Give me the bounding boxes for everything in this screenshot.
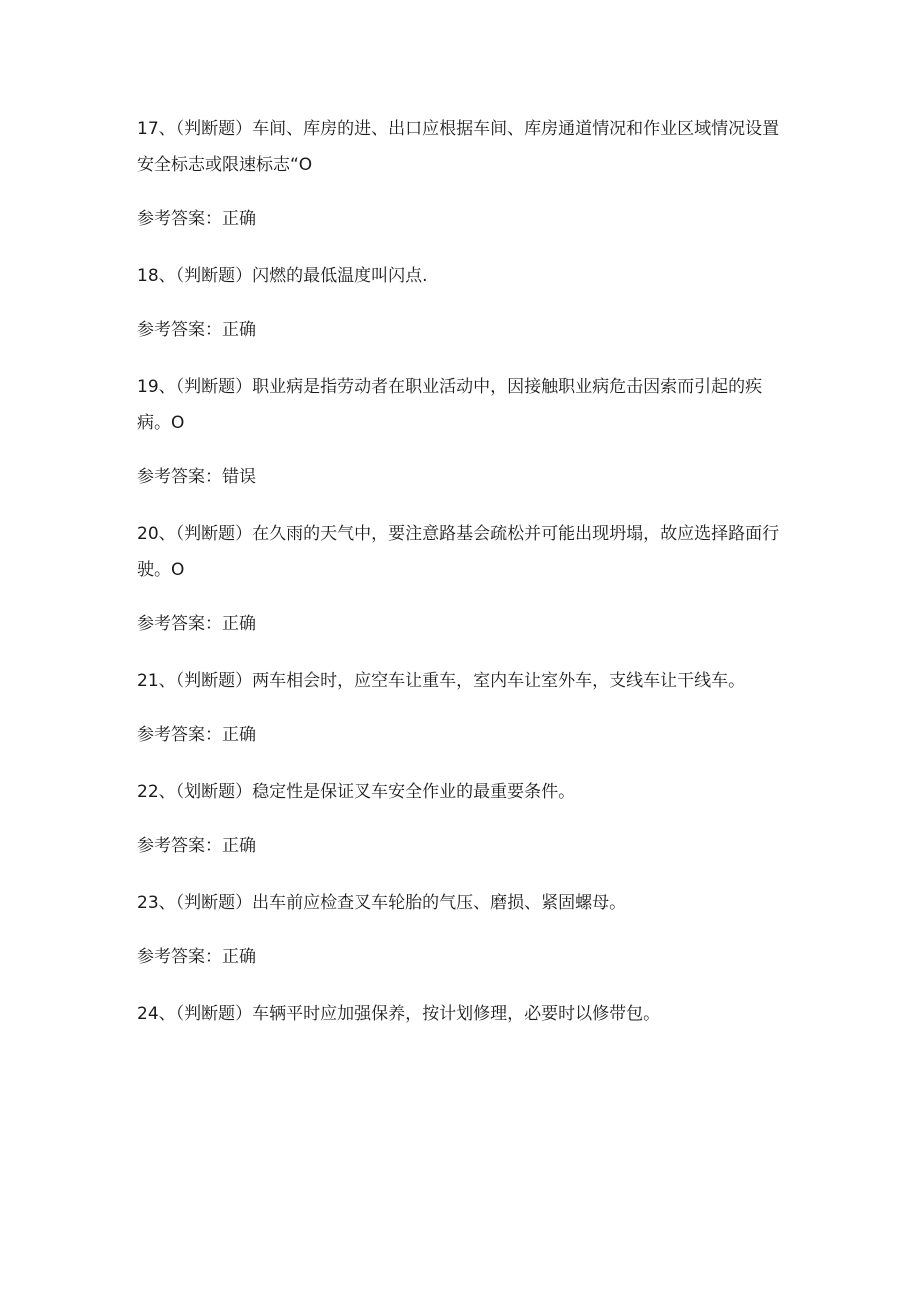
question-text: 21、（判断题）两车相会时，应空车让重车，室内车让室外车，支线车让干线车。 <box>137 671 746 691</box>
answer-text: 参考答案：正确 <box>137 320 256 340</box>
answer-text: 参考答案：正确 <box>137 725 256 745</box>
answer-text: 参考答案：正确 <box>137 614 256 634</box>
question-text: 23、（判断题）出车前应检查叉车轮胎的气压、磨损、紧固螺母。 <box>137 893 627 913</box>
question-item-21 <box>137 663 787 753</box>
answer-text: 参考答案：正确 <box>137 947 256 967</box>
question-item-20 <box>137 516 787 642</box>
answer-text: 参考答案：错误 <box>137 467 256 487</box>
question-text: 17、（判断题）车间、库房的进、出口应根据车间、库房通道情况和作业区域情况设置安全标志或限速标志“O <box>137 119 780 175</box>
question-item-17 <box>137 111 787 237</box>
question-item-23 <box>137 885 787 975</box>
question-item-19 <box>137 369 787 495</box>
question-text: 18、（判断题）闪燃的最低温度叫闪点. <box>137 266 428 286</box>
question-item-22 <box>137 774 787 864</box>
answer-text: 参考答案：正确 <box>137 209 256 229</box>
question-text: 20、（判断题）在久雨的天气中，要注意路基会疏松并可能出现坍塌，故应选择路面行驶。O <box>137 524 780 580</box>
question-text: 19、（判断题）职业病是指劳动者在职业活动中，因接触职业病危击因索而引起的疾病。O <box>137 377 763 433</box>
question-text: 22、（划断题）稳定性是保证叉车安全作业的最重要条件。 <box>137 782 576 802</box>
answer-text: 参考答案：正确 <box>137 836 256 856</box>
question-text: 24、（判断题）车辆平时应加强保养，按计划修理，必要时以修带包。 <box>137 1004 661 1024</box>
question-list <box>137 111 787 1032</box>
question-item-24 <box>137 996 787 1032</box>
question-item-18 <box>137 258 787 348</box>
